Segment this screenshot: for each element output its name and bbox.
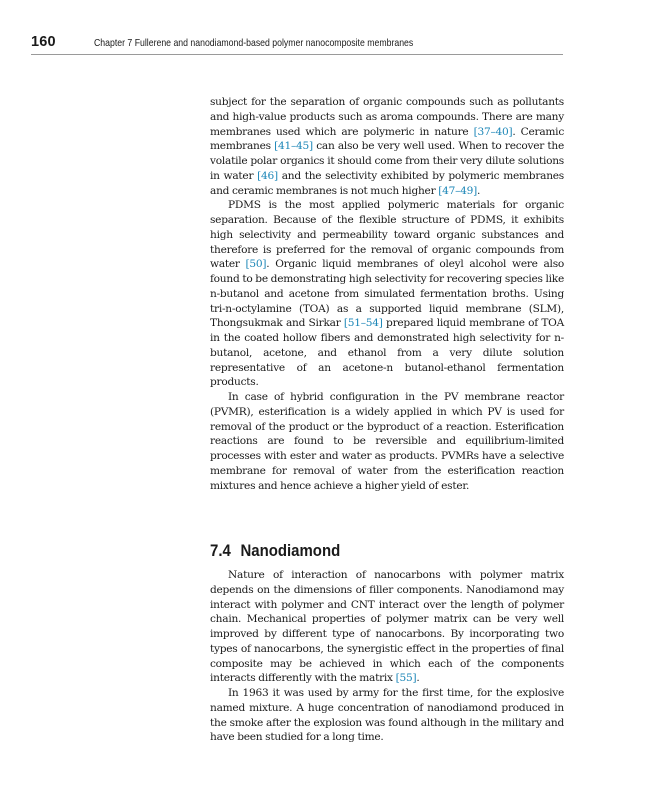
citation-link[interactable]: [37–40] — [473, 125, 513, 138]
page-number: 160 — [31, 34, 56, 50]
citation-link[interactable]: [47–49] — [438, 184, 477, 197]
running-header — [31, 34, 563, 55]
section-heading — [210, 541, 340, 561]
running-head-title: Chapter 7 Fullerene and nanodiamond-based polymer nanocomposite membranes — [94, 37, 414, 49]
citation-link[interactable]: [41–45] — [274, 140, 313, 153]
body-text-before-section — [210, 95, 564, 493]
paragraph: PDMS is the most applied polymeric materials for organic separation. Because of the flexible structure of PDMS, it exhibits high selectivity and permeability toward organic substances and therefore is preferred for the removal of organic compounds from water [50]. Organic liquid membranes of oleyl alcohol were also found to be demonstrating high selectivity for recovering species like n-butanol and acetone from simulated fermentation broths. Using tri-n-octylamine (TOA) as a supported liquid membrane (SLM), Thongsukmak and Sirkar [51–54] prepared liquid membrane of TOA in the coated hollow fibers and demonstrated high selectivity for n-butanol, acetone, and ethanol from a very dilute solution representative of an acetone-n butanol-ethanol fermentation products. — [210, 199, 565, 389]
citation-link[interactable]: [55] — [395, 672, 417, 685]
section-title: Nanodiamond — [240, 541, 341, 560]
paragraph: Nature of interaction of nanocarbons with polymer matrix depends on the dimensions of filler components. Nanodiamond may interact with polymer and CNT interact over the length of polymer chain. Mechanical properties of polymer matrix can be very well improved by different type of nanocarbons. By incorporating two types of nanocarbons, the synergistic effect in the properties of final composite may be achieved in which each of the components interacts differently with the matrix [55]. — [210, 569, 564, 685]
paragraph: In case of hybrid configuration in the PV membrane reactor (PVMR), esterification is a widely applied in which PV is used for removal of the product or the byproduct of a reaction. Esterification reactions are found to be reversible and equilibrium-limited processes with ester and water as products. PVMRs have a selective membrane for removal of water from the esterification reaction mixtures and hence achieve a higher yield of ester. — [210, 391, 564, 492]
paragraph: In 1963 it was used by army for the first time, for the explosive named mixture. A huge concentration of nanodiamond produced in the smoke after the explosion was found although in the military and have been studied for a long time. — [210, 687, 564, 744]
citation-link[interactable]: [46] — [257, 169, 278, 182]
section-number: 7.4 — [210, 541, 231, 560]
paragraph: subject for the separation of organic compounds such as pollutants and high-value products such as aroma compounds. There are many membranes used which are polymeric in nature [37–40]. Ceramic membranes [41–45] can also be very well used. When to recover the volatile polar organics it should come from their very dilute solutions in water [46] and the selectivity exhibited by polymeric membranes and ceramic membranes is not much higher [47–49]. — [210, 96, 564, 197]
citation-link[interactable]: [50] — [245, 258, 267, 271]
citation-link[interactable]: [51–54] — [343, 317, 383, 330]
body-text-section-7-4 — [210, 568, 564, 745]
